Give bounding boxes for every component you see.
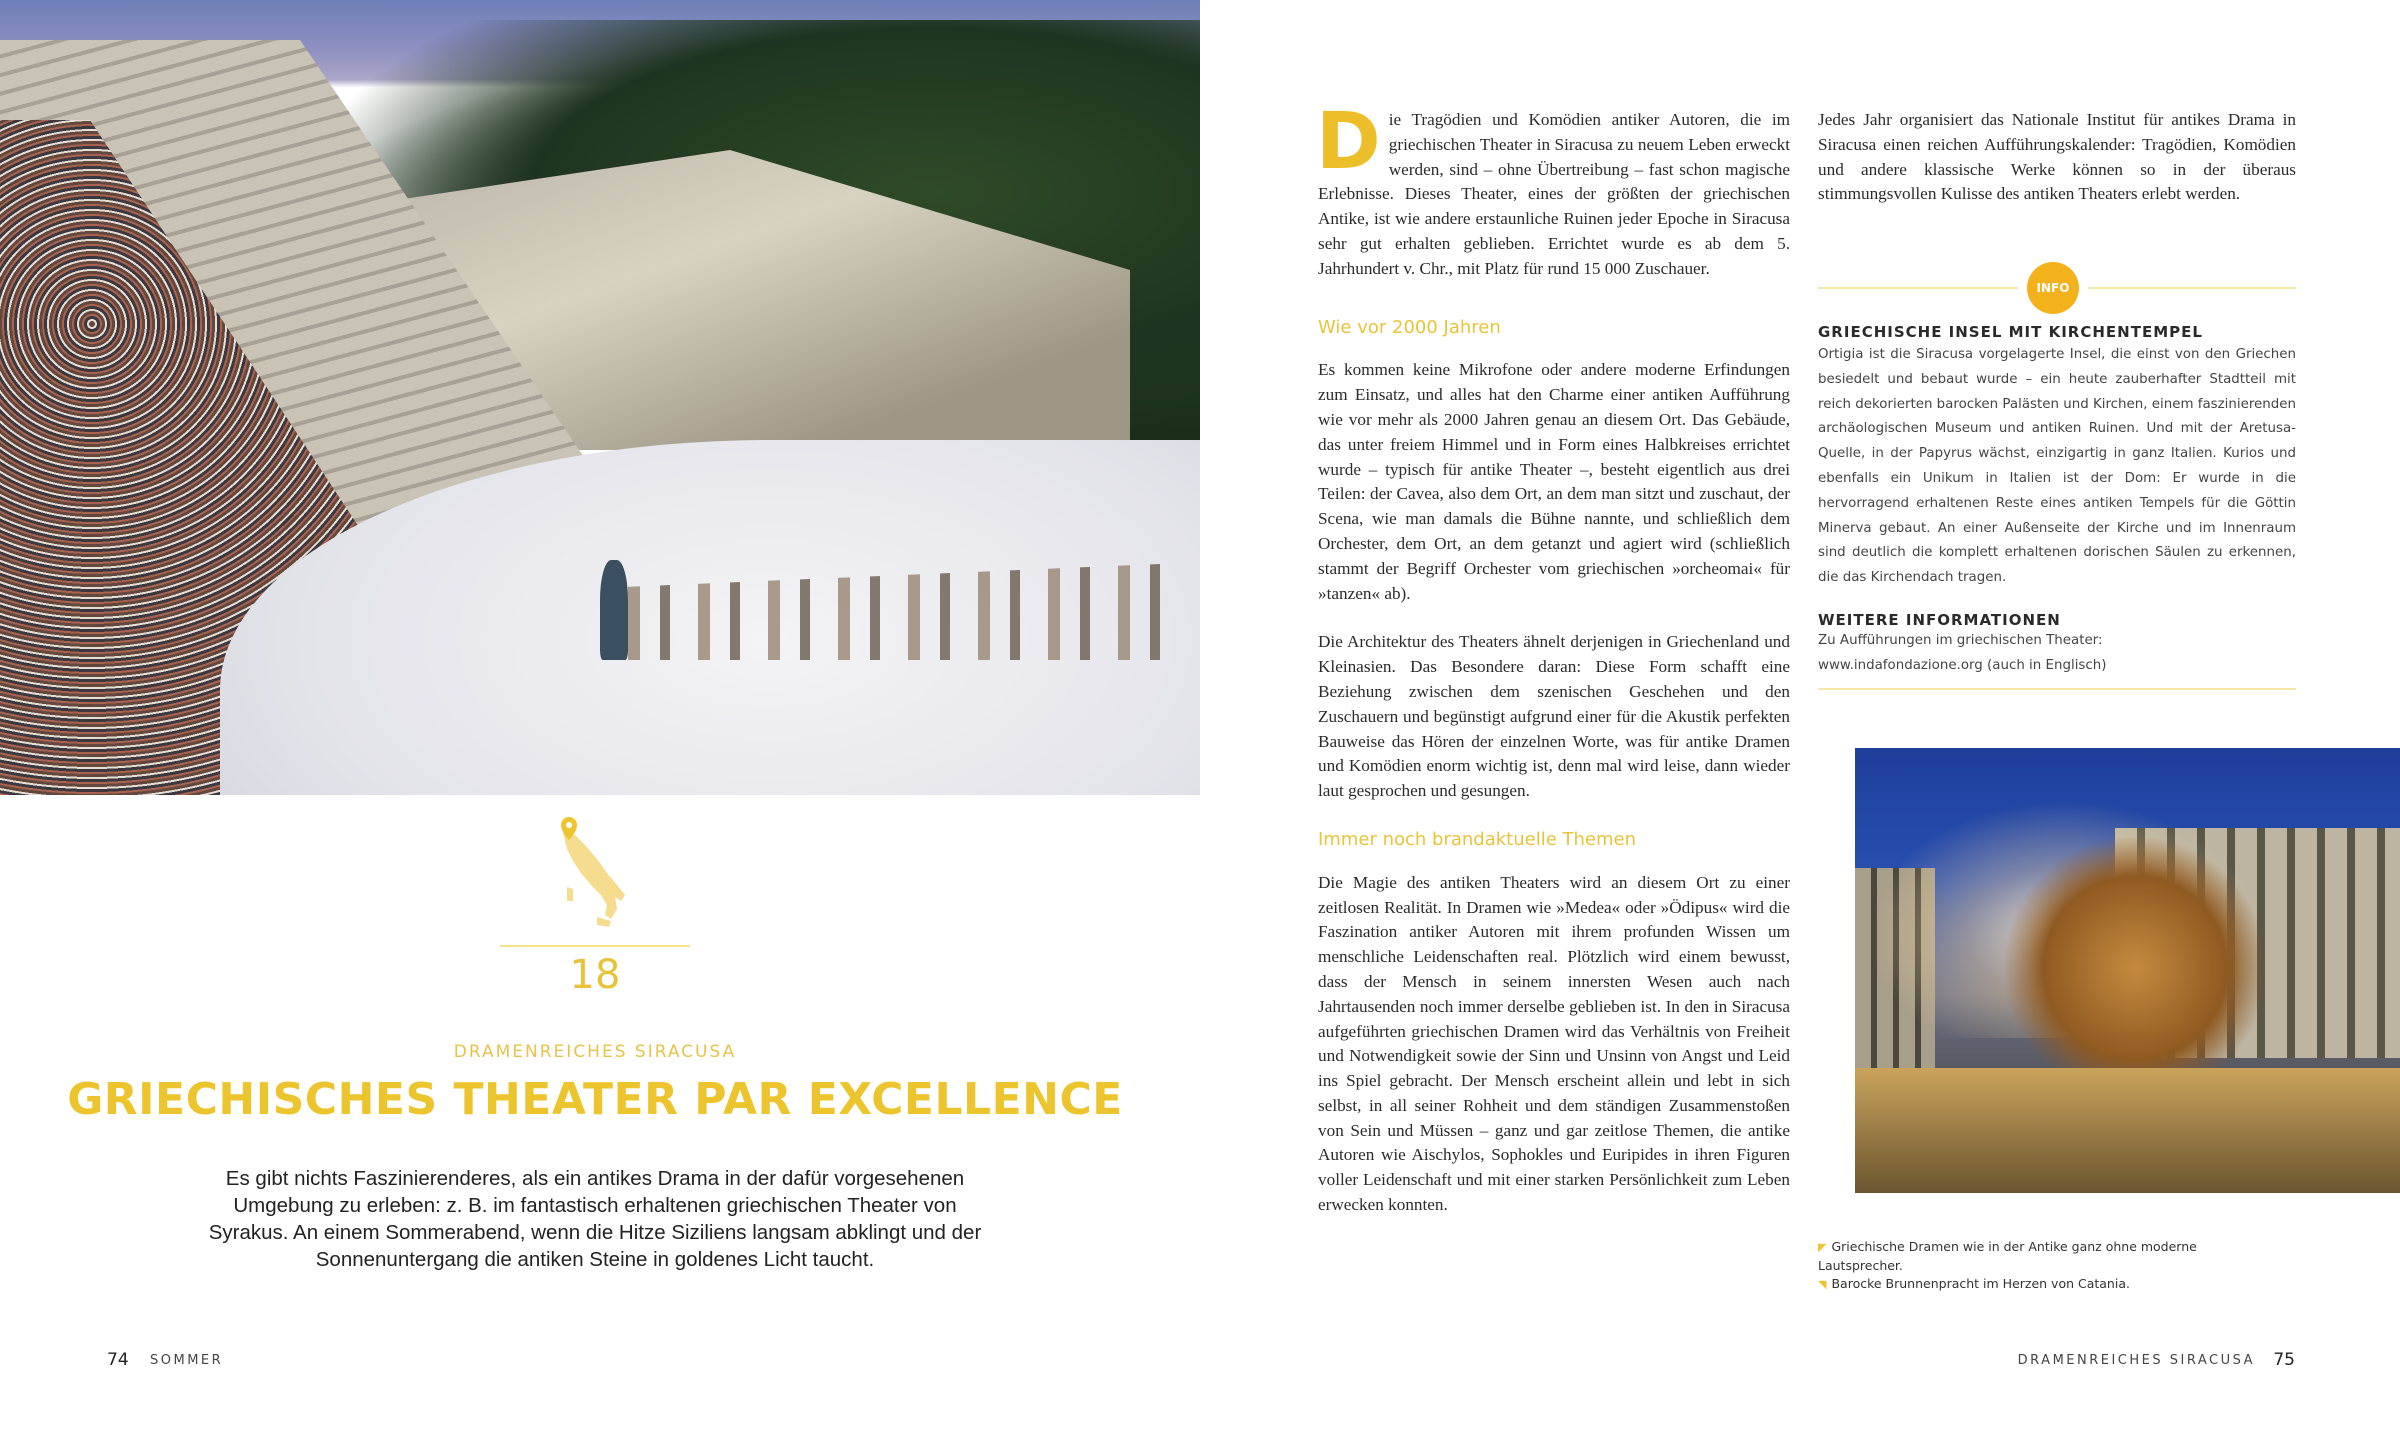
paragraph: Die Architektur des Theaters ähnelt derjenigen in Griechenland und Kleinasien. Das Besondere daran: Diese Form schafft eine Beziehung zwischen dem szenischen Geschehen und den Zuschauern und begünstigt aufgrund einer für die Akustik perfekten Bauweise das Hören der einzelnen Worte, was für antike Dramen und Komödien enorm wichtig ist, denn mal wird leise, dann wieder laut gesprochen und gesungen.	[1318, 632, 1790, 801]
photo-actor	[600, 560, 628, 660]
photo-captions	[1818, 1238, 2258, 1294]
drop-cap: D	[1316, 97, 1381, 187]
kicker: DRAMENREICHES SIRACUSA	[453, 1042, 737, 1062]
info-box-bottom-rule	[1818, 688, 2296, 690]
intro-text: Es gibt nichts Faszinierenderes, als ein antikes Drama in der dafür vorgesehenen Umgebung zu erleben: z. B. im fantastisch erhaltenen griechischen Theater von Syrakus. An einem Sommerabend, wenn die Hitze Siziliens langsam abklingt und der Sonnenuntergang die antiken Steine in goldenes Licht taucht.	[208, 1167, 982, 1271]
info-divider-left	[1818, 287, 2018, 289]
caption-text: Griechische Dramen wie in der Antike ganz ohne moderne Lautsprecher.	[1818, 1239, 2197, 1273]
more-info-link[interactable]: www.indafondazione.org (auch in Englisch)	[1818, 657, 2107, 673]
divider	[500, 945, 690, 947]
paragraph: Die Magie des antiken Theaters wird an diesem Ort zu einer zeitlosen Realität. In Dramen wie »Medea« oder »Ödipus« wird die Faszination antiker Autoren mit ihrem profunden Wissen um menschliche Leidenschaften real. Plötzlich wird einem bewusst, dass der Mensch in seinem innersten Wesen auch nach Jahrtausenden noch immer derselbe geblieben ist. In den in Siracusa aufgeführten griechischen Dramen wird das Verhältnis von Freiheit und Notwendigkeit sowie der Sinn und Unsinn von Angst und Leid ins Spiel gebracht. Der Mensch erscheint allein und lebt in sich selbst, in all seiner Rohheit und dem ständigen Zusammenstoßen von Sein und Müssen – ganz und gar zeitlose Themen, die antike Autoren wie Aischylos, Sophokles und Euripides in ihren Figuren voller Leidenschaft und mit einer starken Persönlichkeit zum Leben erwecken konnten.	[1318, 872, 1790, 1215]
article-column-1	[1316, 97, 1790, 1242]
italy-map-location-icon	[545, 815, 645, 935]
info-text: Ortigia ist die Siracusa vorgelagerte Insel, die einst von den Griechen besiedelt und bebaut wurde – ein heute zauberhafter Stadtteil mit reich dekorierten barocken Palästen und Kirchen, einem faszinierenden archäologischen Museum und antiken Ruinen. Und mit der Aretusa-Quelle, in der Papyrus wächst, einzigartig in ganz Italien. Kurios und ebenfalls ein Unikum in Italien ist der Dom: Er wurde in die hervorragend erhaltenen Reste eines antiken Tempels für die Göttin Minerva gebaut. An einer Außenseite der Kirche und im Innenraum sind deutlich die komplett erhaltenen dorischen Säulen zu erkennen, die das Kirchendach tragen.	[1818, 347, 2296, 586]
subheading: Wie vor 2000 Jahren	[1318, 316, 1501, 338]
section-label-right: DRAMENREICHES SIRACUSA	[2017, 1353, 2255, 1368]
info-badge: INFO	[2027, 262, 2079, 314]
caption	[1818, 1275, 2258, 1294]
page-title: GRIECHISCHES THEATER PAR EXCELLENCE	[67, 1074, 1123, 1125]
caption	[1818, 1238, 2258, 1275]
photo-baroque-fountain	[1855, 748, 2400, 1193]
location-number: 18	[569, 952, 621, 998]
page-number-left: 74	[107, 1350, 129, 1370]
photo-basin	[1855, 1068, 2400, 1193]
article-column-2	[1818, 108, 2296, 231]
more-info-text: Zu Aufführungen im griechischen Theater:	[1818, 632, 2103, 648]
subheading: Immer noch brandaktuelle Themen	[1318, 828, 1636, 850]
caption-arrow-icon: ◥	[1818, 1278, 1827, 1291]
photo-greek-theater-performance	[0, 0, 1200, 795]
paragraph: Jedes Jahr organisiert das Nationale Institut für antikes Drama in Siracusa einen reichen Aufführungskalender: Tragödien, Komödien und andere klassische Werke können so in der überaus stimmungsvollen Kulisse des antiken Theaters erlebt werden.	[1818, 110, 2296, 204]
photo-statue	[2005, 838, 2265, 1098]
page-number-right: 75	[2273, 1350, 2295, 1370]
section-label-left: SOMMER	[150, 1353, 224, 1368]
info-box	[1818, 323, 2296, 679]
info-heading: GRIECHISCHE INSEL MIT KIRCHENTEMPEL	[1818, 323, 2203, 341]
paragraph: Es kommen keine Mikrofone oder andere moderne Erfindungen zum Einsatz, und alles hat den Charme einer antiken Aufführung wie vor mehr als 2000 Jahren genau an diesem Ort. Das Gebäude, das unter freiem Himmel und in Form eines Halbkreises errichtet wurde – typisch für antike Theater –, besteht eigentlich aus drei Teilen: der Cavea, also dem Ort, an dem man sitzt und zuschaut, der Scena, wie man damals die Bühne nannte, und schließlich dem Orchester, dem Ort, an dem getanzt und agiert wird (schließlich stammt der Begriff Orchester vom griechischen »orcheomai« für »tanzen« ab).	[1318, 360, 1790, 603]
paragraph: ie Tragödien und Komödien antiker Autoren, die im griechischen Theater in Siracusa zu neuem Leben erweckt werden, sind – ohne Übertreibung – fast schon magische Erlebnisse. Dieses Theater, eines der größten der griechischen Antike, ist wie andere erstaunliche Ruinen jeder Epoche in Siracusa sehr gut erhalten geblieben. Errichtet wurde es ab dem 5. Jahrhundert v. Chr., mit Platz für rund 15 000 Zuschauer.	[1318, 110, 1790, 278]
more-info-heading: WEITERE INFORMATIONEN	[1818, 610, 2061, 629]
caption-text: Barocke Brunnenpracht im Herzen von Catania.	[1831, 1276, 2130, 1291]
caption-arrow-icon: ◤	[1818, 1241, 1827, 1254]
info-divider-right	[2088, 287, 2296, 289]
